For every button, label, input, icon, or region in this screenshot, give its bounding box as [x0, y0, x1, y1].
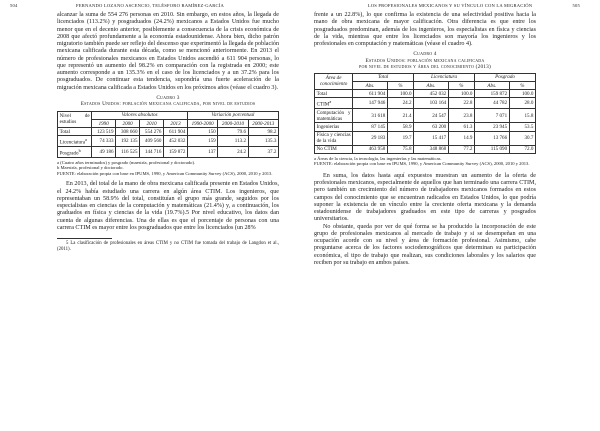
table-cell: 79.6	[218, 128, 248, 136]
table4-row-label: Computación y matemáticas	[315, 109, 353, 123]
table-cell: 19.7	[387, 131, 413, 145]
table3-header-variation: Variación porcentual	[188, 111, 279, 119]
table-cell: 147 946	[353, 98, 388, 109]
table3-period: 2000-2013	[248, 119, 278, 127]
table4-source: FUENTE: elaboración propia con base en IPUMS, 1990, y American Community Survey (ACS), 2000, 2010 y 2013.	[314, 161, 530, 167]
table-cell: 98.2	[248, 128, 278, 136]
table-cell: 100.0	[387, 90, 413, 98]
table4-subheader: %	[509, 81, 535, 89]
right-text-column	[314, 12, 536, 267]
table-row	[315, 145, 536, 153]
table-row	[315, 90, 536, 98]
table-cell: 103 164	[414, 98, 449, 109]
table3-year: 2000	[116, 119, 140, 127]
table3-period: 2000-2010	[218, 119, 248, 127]
table3-header-absolute: Valores absolutos	[92, 111, 188, 119]
table-cell: 87 145	[353, 123, 388, 131]
table-cell: 159 872	[475, 90, 510, 98]
table-cell: 409 560	[140, 136, 164, 147]
table-cell: 100.0	[448, 90, 474, 98]
right-paragraph-2: En suma, los datos hasta aquí expuestos muestran un aumento de la oferta de profesionales mexicanos, especialmente de aquellos que han terminado una carrera CTIM, pero también un crecimiento del número de trabajadores mexicanos formados en estos campos del conocimiento que se encuentran radicados en Estados Unidos, lo que podría suponer la existencia de un vínculo entre la creciente oferta mexicana y la demanda estadounidense de trabajadores graduados en este tipo de carreras y posgrados universitarios.	[314, 172, 536, 223]
table3-source: FUENTE: elaboración propia con base en IPUMS, 1990, y American Community Survey (ACS), 2000, 2010 y 2013.	[57, 170, 273, 176]
table4-subheader: Abs.	[475, 81, 510, 89]
table-cell: 63 200	[414, 123, 449, 131]
table-cell: 24 547	[414, 109, 449, 123]
table3-row-label: Licenciatura$^a$	[58, 136, 92, 147]
table-cell: 74 333	[92, 136, 116, 147]
table-cell: 37.2	[248, 147, 278, 158]
table-cell: 611 904	[353, 90, 388, 98]
table-cell: 611 904	[164, 128, 188, 136]
table-cell: 31 618	[353, 109, 388, 123]
left-paragraph-1: alcanzar la suma de 554 276 personas en 2010. Sin embargo, en estos años, la llegada de licenciados (113.2%) y posgraduados (24.2%) mexicanos a Estados Unidos fue mucho menor que en el decenio anterior, posiblemente a consecuencia de la crisis económica de 2008 que afectó profundamente a la economía estadounidense. Ahora bien, dicho patrón migratorio también puede ser reflejo del descenso que experimentó la llegada de población mexicana calificada durante esta década, como se mencionó anteriormente. En 2013 el número de profesionales mexicanos en Estados Unidos ascendió a 611 904 personas, lo que representó un aumento del 98.2% en comparación con la registrada en 2000; este aumento corresponde a un 135.3% en el caso de los licenciados y a un 37.2% para los posgraduados. De continuar esta tendencia, supondría una fuerte aceleración de la migración mexicana calificada a Estados Unidos en los próximos años (véase el cuadro 3).	[57, 12, 279, 91]
table4-group-posgrado: Posgrado	[475, 73, 536, 81]
table-row	[315, 98, 536, 109]
table-cell: 21.4	[387, 109, 413, 123]
right-running-head: LOS PROFESIONALES MEXICANOS Y SU VÍNCULO CON LA MIGRACIÓN	[367, 3, 533, 8]
table-cell: 75.8	[387, 145, 413, 153]
table3-note-b: b Maestría, profesional y doctorado.	[57, 165, 124, 171]
table4-subheader: %	[448, 81, 474, 89]
table-4	[314, 73, 536, 154]
table-cell: 7 071	[475, 109, 510, 123]
table4-note-a: a Áreas de la ciencia, la tecnología, las ingenierías y las matemáticas.	[314, 155, 442, 161]
table4-row-label: CTIM$^a$	[315, 98, 353, 109]
table-cell: 144 716	[140, 147, 164, 158]
table3-header-level: Nivel de estudios	[58, 111, 92, 127]
table3-row-label: Posgrado$^b$	[58, 147, 92, 158]
table3-note-a: a (Cuatro años terminados) y posgrado (maestría, profesional y doctorado).	[57, 160, 196, 166]
table-cell: 30.7	[509, 131, 535, 145]
table4-subheader: Abs.	[353, 81, 388, 89]
table4-row-label: Física y ciencias de la vida	[315, 131, 353, 145]
table-cell: 53.5	[509, 123, 535, 131]
table-cell: 554 276	[140, 128, 164, 136]
table-row	[315, 123, 536, 131]
footnote-divider	[57, 238, 112, 239]
table4-subheader: %	[387, 81, 413, 89]
table3-caption-title: Estados Unidos: población mexicana calificada, por nivel de estudios	[80, 101, 256, 108]
table-cell: 123 519	[92, 128, 116, 136]
table3-year: 1990	[92, 119, 116, 127]
table4-subheader: Abs.	[414, 81, 449, 89]
right-paragraph-1: frente a un 22.8%), lo que confirma la existencia de una selectividad positiva hacia la mano de obra mexicana de mayor calificación. Otra diferencia es que entre los posgraduados predominan, además de los ingenieros, los especialistas en física y ciencias de la vida, mientras que entre los licenciados son mayoría los ingenieros y los profesionales en computación y matemáticas (véase el cuadro 4).	[314, 12, 536, 47]
left-page-number: 504	[10, 3, 18, 8]
table-cell: 159 872	[164, 147, 188, 158]
table3-period: 1990-2000	[188, 119, 218, 127]
table-cell: 22.8	[448, 98, 474, 109]
table3-caption-label: Cuadro 3	[156, 94, 180, 101]
table4-header-area: Área de conocimiento	[315, 73, 353, 89]
table4-caption-title-2: por nivel de estudios y área del conocimiento (2013)	[359, 64, 491, 71]
table3-year: 2013	[164, 119, 188, 127]
table4-caption-label: Cuadro 4	[413, 51, 437, 58]
table3-year: 2010	[140, 119, 164, 127]
table-row	[58, 128, 279, 136]
table-cell: 115 090	[475, 145, 510, 153]
table-cell: 150	[188, 128, 218, 136]
table-row	[58, 147, 279, 158]
right-page	[300, 0, 600, 431]
table3-row-label: Total	[58, 128, 92, 136]
table-row	[58, 136, 279, 147]
left-paragraph-2: En 2013, del total de la mano de obra mexicana calificada presente en Estados Unidos, el 24.2% había estudiado una carrera en algún área CTIM. Los ingenieros, que representaban un 58.9% del total, constituían el grupo más grande, seguidos por los especialistas en ciencias de la computación y matemáticas (21.4%) y, a continuación, los graduados en física y ciencias de la vida (19.7%).5 Por nivel educativo, los datos dan cuenta de algunas diferencias. Una de ellas es que el porcentaje de personas con una carrera CTIM es mayor entre los posgraduados que entre los licenciados (un 28%	[57, 181, 279, 231]
table-cell: 463 958	[353, 145, 388, 153]
table-cell: 116 525	[116, 147, 140, 158]
table-row	[315, 109, 536, 123]
table-cell: 100.0	[509, 90, 535, 98]
table-cell: 192 135	[116, 136, 140, 147]
table-cell: 15.8	[509, 109, 535, 123]
table-cell: 14.9	[448, 131, 474, 145]
table-cell: 308 660	[116, 128, 140, 136]
table-cell: 72.0	[509, 145, 535, 153]
table4-row-label: Total	[315, 90, 353, 98]
table-cell: 24.2	[218, 147, 248, 158]
table-cell: 135.3	[248, 136, 278, 147]
table-cell: 28.0	[509, 98, 535, 109]
table-cell: 44 782	[475, 98, 510, 109]
table-cell: 13 766	[475, 131, 510, 145]
table-cell: 137	[188, 147, 218, 158]
table-cell: 24.2	[387, 98, 413, 109]
table-cell: 58.9	[387, 123, 413, 131]
table-cell: 77.2	[448, 145, 474, 153]
left-running-head: FERNANDO LOZANO ASCENCIO, TELÉSFORO RAMÍREZ-GARCÍA	[75, 3, 225, 8]
table-cell: 452 032	[414, 90, 449, 98]
table4-caption-title-1: Estados Unidos: población mexicana calificada	[365, 57, 485, 64]
footnote-5: 5 La clasificación de profesionales en áreas CTIM y no CTIM fue tomada del trabajo de Langdon et al., (2011).	[57, 241, 279, 252]
table-cell: 29 183	[353, 131, 388, 145]
table-cell: 113.2	[218, 136, 248, 147]
table-cell: 15 417	[414, 131, 449, 145]
table-cell: 49 186	[92, 147, 116, 158]
table-cell: 23 945	[475, 123, 510, 131]
table-cell: 61.3	[448, 123, 474, 131]
table-row	[315, 131, 536, 145]
table-cell: 159	[188, 136, 218, 147]
right-paragraph-3: No obstante, queda por ver de qué forma se ha producido la incorporación de este grupo de profesionales mexicanos al mercado de trabajo y si se desempeñan en una ocupación acorde con su nivel y área de formación profesional. Asimismo, cabe preguntarse acerca de los factores sociodemográficos que determinan su participación económica, el tipo de trabajo que realizan, sus condiciones laborales y los salarios que reciben por su trabajo en ambos países.	[314, 223, 536, 266]
table4-group-licenciatura: Licenciatura	[414, 73, 475, 81]
table4-group-total: Total	[353, 73, 414, 81]
right-page-number: 505	[572, 3, 580, 8]
left-text-column	[57, 12, 279, 253]
table-cell: 23.8	[448, 109, 474, 123]
table4-row-label: Ingenierías	[315, 123, 353, 131]
table-3	[57, 111, 279, 158]
table-cell: 348 868	[414, 145, 449, 153]
table-cell: 452 032	[164, 136, 188, 147]
table4-row-label: No CTIM	[315, 145, 353, 153]
